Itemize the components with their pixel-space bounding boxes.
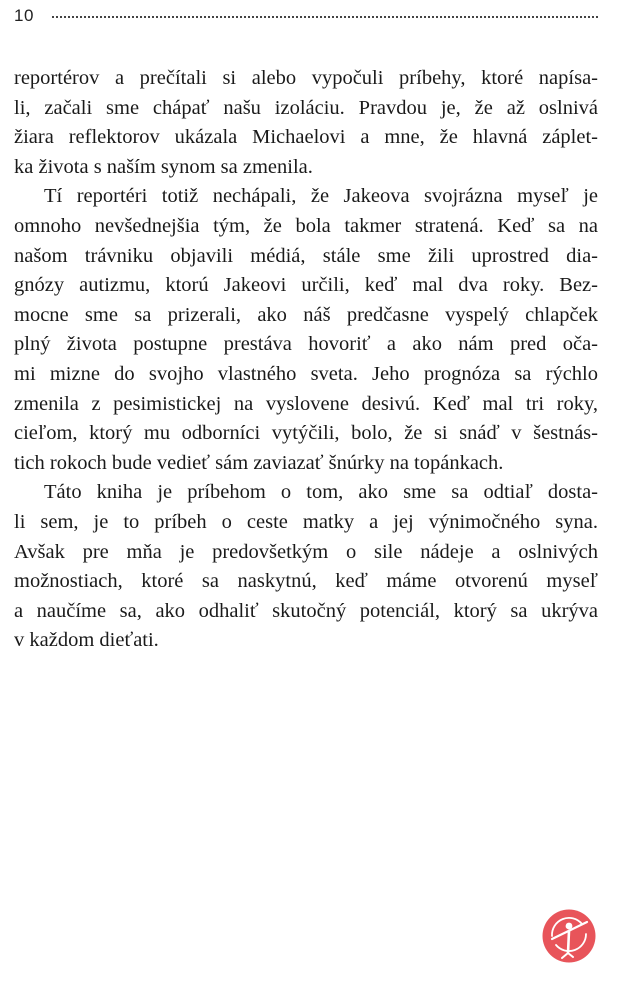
text-line: našom trávniku objavili médiá, stále sme žili uprostred dia- <box>14 244 598 267</box>
text-line: cieľom, ktorý mu odborníci vytýčili, bolo, že si snáď v šestnás- <box>14 422 598 445</box>
text-line: ka života s naším synom sa zmenila. <box>14 155 313 178</box>
body-text <box>14 64 598 656</box>
text-line: Tí reportéri totiž nechápali, že Jakeova svojrázna myseľ je <box>44 185 598 208</box>
text-line: tich rokoch bude vedieť sám zaviazať šnúrky na topánkach. <box>14 451 504 474</box>
text-line: žiara reflektorov ukázala Michaelovi a mne, že hlavná záplet- <box>14 126 598 149</box>
text-line: Avšak pre mňa je predovšetkým o sile nádeje a oslnivých <box>14 540 598 563</box>
paragraph-3 <box>14 478 598 656</box>
text-line: možnostiach, ktoré sa naskytnú, keď máme otvorenú myseľ <box>14 570 598 593</box>
text-line: mocne sme sa prizerali, ako náš predčasne vyspelý chlapček <box>14 303 598 326</box>
text-line: zmenila z pesimistickej na vyslovene desivú. Keď mal tri roky, <box>14 392 598 415</box>
text-line: reportérov a prečítali si alebo vypočuli príbehy, ktoré napísa- <box>14 67 598 89</box>
paragraph-1 <box>14 64 598 182</box>
text-line: v každom dieťati. <box>14 629 159 652</box>
text-line: mi mizne do svojho vlastného sveta. Jeho prognóza sa rýchlo <box>14 362 598 385</box>
text-line: plný života postupne prestáva hovoriť a ako nám pred oča- <box>14 333 598 356</box>
dotted-rule <box>52 16 598 18</box>
publisher-figure-logo-icon <box>542 909 596 963</box>
paragraph-2 <box>14 182 598 478</box>
page-header <box>14 4 598 28</box>
text-line: Táto kniha je príbehom o tom, ako sme sa odtiaľ dosta- <box>44 481 598 504</box>
text-line: li, začali sme chápať našu izoláciu. Pravdou je, že až oslnivá <box>14 96 598 119</box>
page-number: 10 <box>14 6 34 25</box>
text-line: li sem, je to príbeh o ceste matky a jej výnimočného syna. <box>14 510 598 533</box>
text-line: gnózy autizmu, ktorú Jakeovi určili, keď mal dva roky. Bez- <box>14 274 598 297</box>
text-line: a naučíme sa, ako odhaliť skutočný potenciál, ktorý sa ukrýva <box>14 599 598 622</box>
text-line: omnoho nevšednejšia tým, že bola takmer stratená. Keď sa na <box>14 214 598 237</box>
